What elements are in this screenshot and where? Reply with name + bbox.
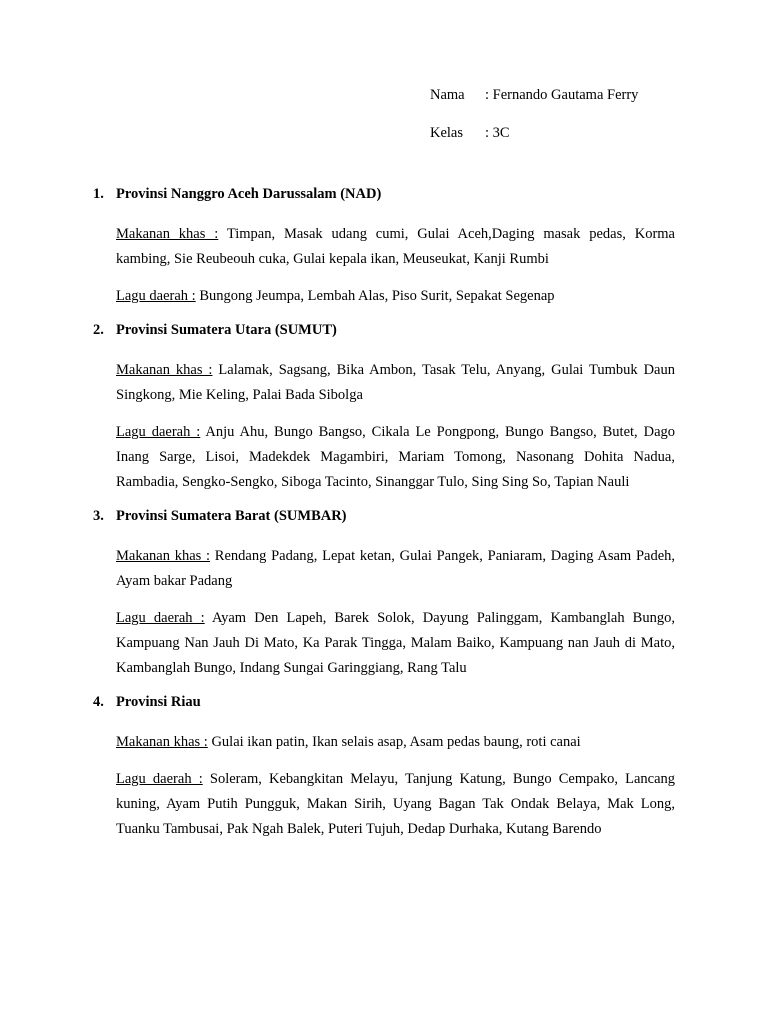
province-name: Provinsi Riau xyxy=(116,694,201,710)
song-text: Anju Ahu, Bungo Bangso, Cikala Le Pongpong, Bungo Bangso, Butet, Dago Inang Sarge, Lisoi, Madekdek Magambiri, Mariam Tomong, Nasonang Dohita Nadua, Rambadia, Sengko-Sengko, Siboga Tacinto, Sinanggar Tulo, Sing Sing So, Tapian Nauli xyxy=(116,424,675,490)
province-list xyxy=(93,185,675,854)
province-section xyxy=(93,693,675,842)
province-name: Provinsi Sumatera Barat (SUMBAR) xyxy=(116,508,347,524)
province-title xyxy=(93,185,675,204)
food-text: Lalamak, Sagsang, Bika Ambon, Tasak Telu, Anyang, Gulai Tumbuk Daun Singkong, Mie Keling, Palai Bada Sibolga xyxy=(116,362,675,403)
province-title xyxy=(93,321,675,340)
song-text: Bungong Jeumpa, Lembah Alas, Piso Surit, Sepakat Segenap xyxy=(199,288,555,304)
song-label: Lagu daerah : xyxy=(116,424,201,440)
food-paragraph xyxy=(116,358,675,408)
class-value: : 3C xyxy=(485,125,510,141)
province-title xyxy=(93,507,675,526)
province-section xyxy=(93,185,675,309)
name-row xyxy=(430,86,730,105)
food-label: Makanan khas : xyxy=(116,362,213,378)
food-label: Makanan khas : xyxy=(116,734,208,750)
food-text: Timpan, Masak udang cumi, Gulai Aceh,Daging masak pedas, Korma kambing, Sie Reubeouh cuka, Gulai kepala ikan, Meuseukat, Kanji Rumbi xyxy=(116,226,675,267)
food-label: Makanan khas : xyxy=(116,226,219,242)
province-section xyxy=(93,321,675,495)
province-title xyxy=(93,693,675,712)
song-text: Ayam Den Lapeh, Barek Solok, Dayung Palinggam, Kambanglah Bungo, Kampuang Nan Jauh Di Mato, Ka Parak Tingga, Malam Baiko, Kampuang nan Jauh di Mato, Kambanglah Bungo, Indang Sungai Garinggiang, Rang Talu xyxy=(116,610,675,676)
class-label: Kelas xyxy=(430,125,464,141)
food-label: Makanan khas : xyxy=(116,548,211,564)
song-label: Lagu daerah : xyxy=(116,288,196,304)
province-name: Provinsi Sumatera Utara (SUMUT) xyxy=(116,322,337,338)
class-row xyxy=(430,124,730,143)
song-label: Lagu daerah : xyxy=(116,771,203,787)
song-label: Lagu daerah : xyxy=(116,610,205,626)
food-paragraph xyxy=(116,222,675,272)
food-paragraph xyxy=(116,544,675,594)
province-number: 1. xyxy=(93,186,104,202)
food-text: Rendang Padang, Lepat ketan, Gulai Pangek, Paniaram, Daging Asam Padeh, Ayam bakar Padang xyxy=(116,548,676,589)
food-text: Gulai ikan patin, Ikan selais asap, Asam pedas baung, roti canai xyxy=(211,734,581,750)
province-number: 4. xyxy=(93,694,104,710)
song-paragraph xyxy=(116,606,675,681)
song-paragraph xyxy=(116,420,675,495)
song-text: Soleram, Kebangkitan Melayu, Tanjung Katung, Bungo Cempako, Lancang kuning, Ayam Putih Pungguk, Makan Sirih, Uyang Bagan Tak Ondak Belaya, Mak Long, Tuanku Tambusai, Pak Ngah Balek, Puteri Tujuh, Dedap Durhaka, Kutang Barendo xyxy=(116,771,676,837)
province-section xyxy=(93,507,675,681)
name-value: : Fernando Gautama Ferry xyxy=(485,87,639,103)
province-number: 2. xyxy=(93,322,104,338)
student-info xyxy=(430,86,730,143)
province-number: 3. xyxy=(93,508,104,524)
food-paragraph xyxy=(116,730,675,755)
song-paragraph xyxy=(116,767,675,842)
province-name: Provinsi Nanggro Aceh Darussalam (NAD) xyxy=(116,186,382,202)
song-paragraph xyxy=(116,284,675,309)
name-label: Nama xyxy=(430,87,465,103)
